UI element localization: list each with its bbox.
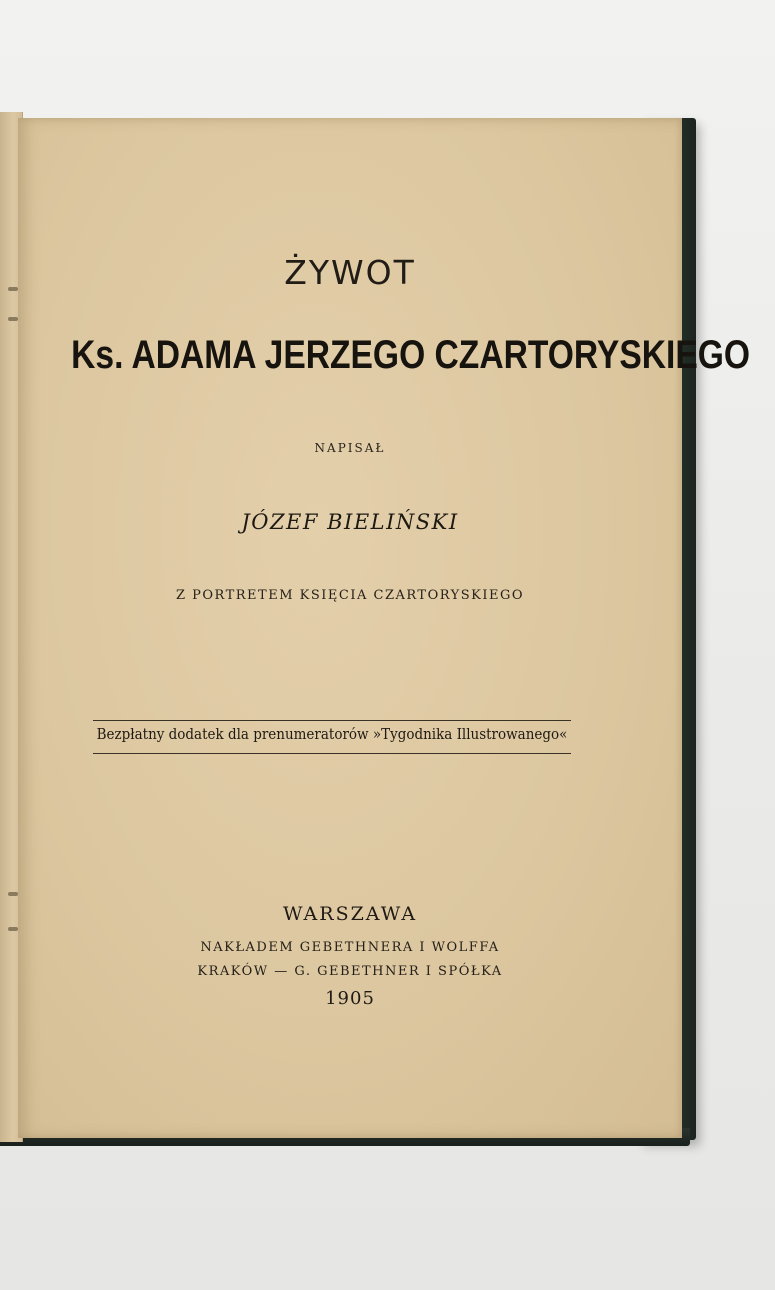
imprint-publisher: NAKŁADEM GEBETHNERA I WOLFFA bbox=[200, 940, 500, 955]
written-by-label: NAPISAŁ bbox=[314, 441, 386, 455]
supplement-note: Bezpłatny dodatek dla prenumeratorów »Tygodnika Illustrowanego« bbox=[96, 727, 568, 743]
imprint-year: 1905 bbox=[325, 988, 375, 1009]
binding-stitch bbox=[8, 892, 18, 896]
title-page bbox=[18, 118, 751, 1138]
rule-top bbox=[93, 720, 571, 721]
imprint-city: WARSZAWA bbox=[282, 903, 418, 925]
binding-stitch bbox=[8, 927, 18, 931]
portrait-note: Z PORTRETEM KSIĘCIA CZARTORYSKIEGO bbox=[175, 588, 525, 603]
imprint-second-line: KRAKÓW — G. GEBETHNER I SPÓŁKA bbox=[197, 964, 503, 979]
book-title: Ks. ADAMA JERZEGO CZARTORYSKIEGO bbox=[71, 333, 751, 377]
title-word: ŻYWOT bbox=[284, 253, 416, 292]
binding-stitch bbox=[8, 287, 18, 291]
binding-stitch bbox=[8, 317, 18, 321]
author-name: JÓZEF BIELIŃSKI bbox=[241, 510, 459, 534]
rule-bottom bbox=[93, 753, 571, 754]
